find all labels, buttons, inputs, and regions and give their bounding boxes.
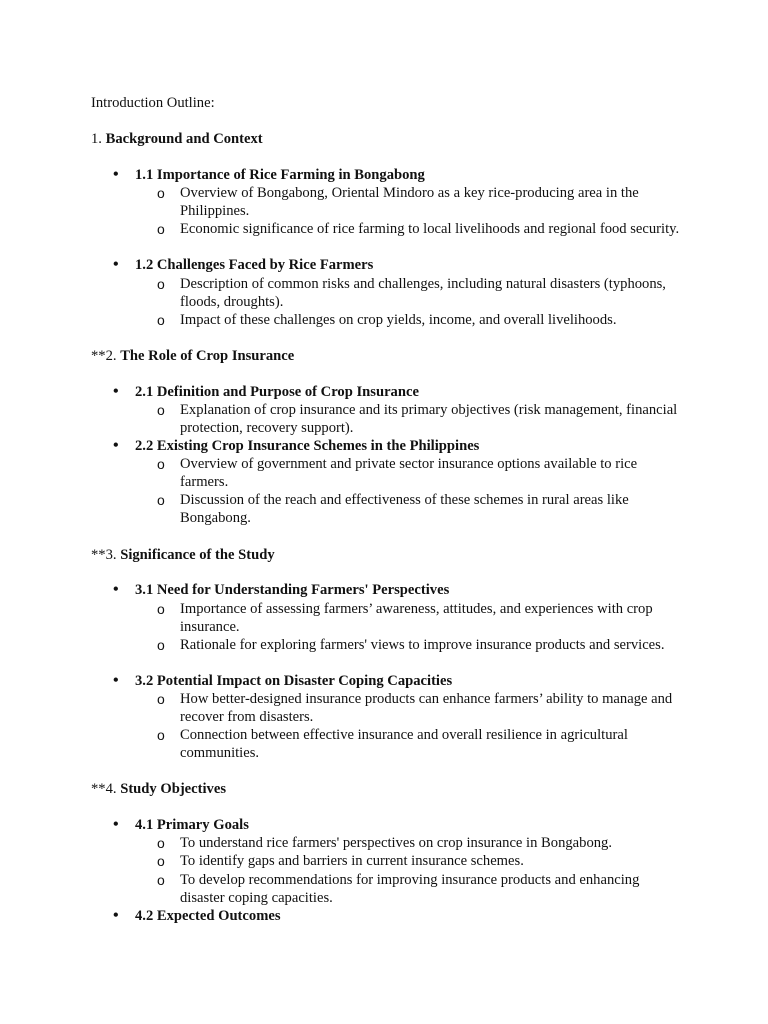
section-title: Study Objectives (120, 781, 227, 797)
section-heading-2 (91, 347, 294, 365)
list-item: Connection between effective insurance and overall resilience in agricultural communities. (180, 727, 628, 762)
subsection-4-1: 4.1 Primary Goals (135, 817, 249, 833)
subsection-3-2: 3.2 Potential Impact on Disaster Coping Capacities (135, 673, 453, 689)
section-number: **3. (91, 547, 117, 563)
subsection-1-2: 1.2 Challenges Faced by Rice Farmers (135, 257, 374, 273)
bullet-icon: • (113, 437, 119, 454)
section-number: **4. (91, 781, 117, 797)
hollow-bullet-icon: o (157, 601, 165, 617)
list-item: Overview of government and private sector insurance options available to rice farmers. (180, 456, 638, 491)
list-item: Impact of these challenges on crop yields, income, and overall livelihoods. (180, 312, 617, 328)
section-number: 1. (91, 131, 102, 147)
bullet-icon: • (113, 816, 119, 833)
hollow-bullet-icon: o (157, 185, 165, 201)
hollow-bullet-icon: o (157, 276, 165, 292)
list-item: Overview of Bongabong, Oriental Mindoro as a key rice-producing area in the Philippines. (180, 185, 639, 220)
hollow-bullet-icon: o (157, 637, 165, 653)
bullet-icon: • (113, 166, 119, 183)
hollow-bullet-icon: o (157, 221, 165, 237)
section-number: **2. (91, 348, 117, 364)
list-item: Rationale for exploring farmers' views to improve insurance products and services. (180, 637, 665, 653)
list-item: To identify gaps and barriers in current insurance schemes. (180, 853, 524, 869)
hollow-bullet-icon: o (157, 312, 165, 328)
section-title: The Role of Crop Insurance (120, 348, 295, 364)
list-item: Description of common risks and challenges, including natural disasters (typhoons, floods, droughts). (180, 276, 666, 311)
hollow-bullet-icon: o (157, 835, 165, 851)
document-title: Introduction Outline: (91, 95, 215, 111)
hollow-bullet-icon: o (157, 456, 165, 472)
subsection-2-2: 2.2 Existing Crop Insurance Schemes in the Philippines (135, 438, 480, 454)
hollow-bullet-icon: o (157, 492, 165, 508)
list-item: Economic significance of rice farming to local livelihoods and regional food security. (180, 221, 680, 237)
bullet-icon: • (113, 256, 119, 273)
bullet-icon: • (113, 907, 119, 924)
subsection-4-2: 4.2 Expected Outcomes (135, 908, 281, 924)
section-heading-3 (91, 546, 275, 564)
subsection-2-1: 2.1 Definition and Purpose of Crop Insurance (135, 384, 419, 400)
bullet-icon: • (113, 672, 119, 689)
list-item: To understand rice farmers' perspectives on crop insurance in Bongabong. (180, 835, 612, 851)
list-item: Importance of assessing farmers’ awareness, attitudes, and experiences with crop insurance. (180, 601, 653, 636)
list-item: Discussion of the reach and effectiveness of these schemes in rural areas like Bongabong. (180, 492, 629, 527)
subsection-1-1: 1.1 Importance of Rice Farming in Bongabong (135, 167, 425, 183)
section-heading-1 (91, 130, 263, 148)
subsection-3-1: 3.1 Need for Understanding Farmers' Perspectives (135, 582, 450, 598)
list-item: How better-designed insurance products can enhance farmers’ ability to manage and recover from disasters. (180, 691, 673, 726)
hollow-bullet-icon: o (157, 691, 165, 707)
list-item: To develop recommendations for improving insurance products and enhancing disaster coping capacities. (180, 872, 640, 907)
bullet-icon: • (113, 581, 119, 598)
section-title: Significance of the Study (120, 547, 275, 563)
list-item: Explanation of crop insurance and its primary objectives (risk management, financial protection, recovery support). (180, 402, 678, 437)
section-heading-4 (91, 780, 226, 798)
hollow-bullet-icon: o (157, 872, 165, 888)
hollow-bullet-icon: o (157, 402, 165, 418)
section-title: Background and Context (105, 131, 263, 147)
hollow-bullet-icon: o (157, 853, 165, 869)
bullet-icon: • (113, 383, 119, 400)
hollow-bullet-icon: o (157, 727, 165, 743)
